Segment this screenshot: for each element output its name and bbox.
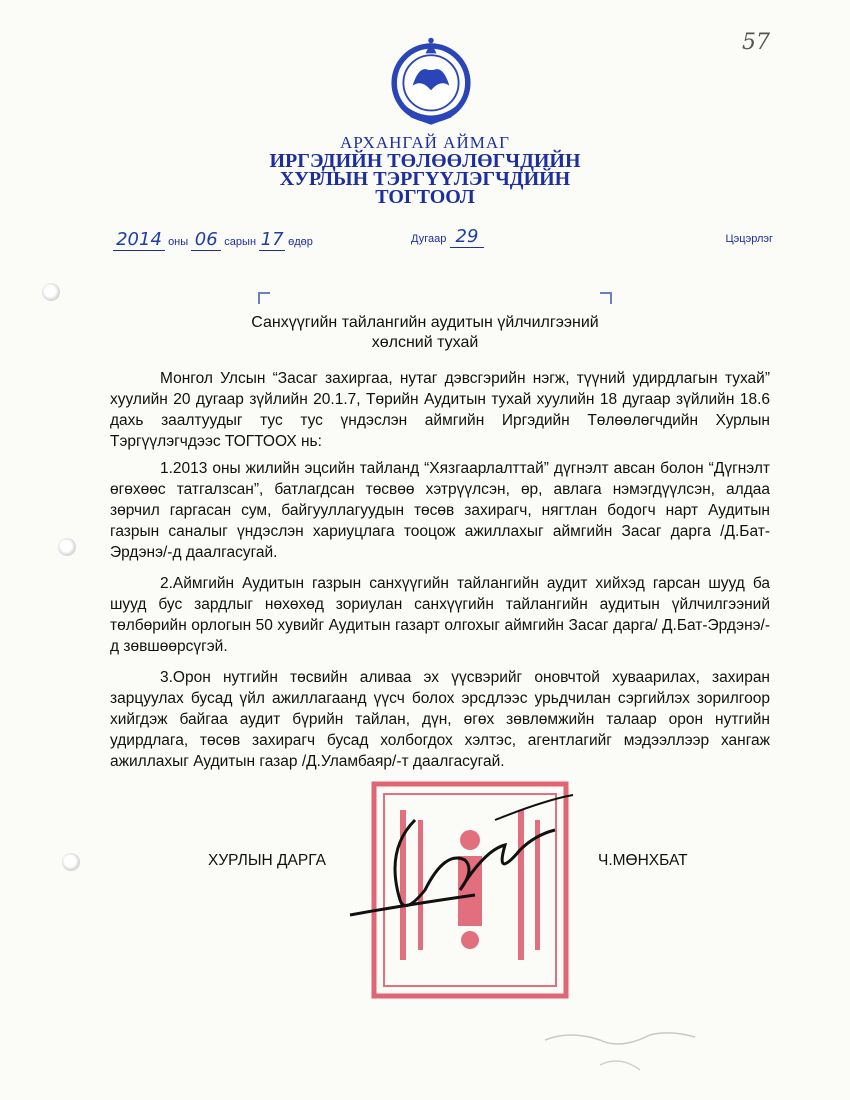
subject-line-2: хөлсний тухай — [371, 334, 479, 351]
signer-name: Ч.МӨНХБАТ — [598, 852, 688, 869]
subject-bracket-left — [258, 292, 270, 304]
header-line-3: ТОГТООЛ — [375, 186, 475, 208]
number-label: Дугаар — [411, 233, 447, 245]
date-month-label: сарын — [224, 236, 257, 248]
subject-line-1: Санхүүгийн тайлангийн аудитын үйлчилгээний — [251, 314, 599, 331]
date-month: 06 — [191, 229, 221, 251]
date-row — [113, 226, 773, 253]
punch-hole — [58, 538, 76, 556]
decision-item-1: 1.2013 оны жилийн эцсийн тайланд “Хязгаарлалттай” дүгнэлт авсан болон “Дүгнэлт өгөхөөс татгалзсан”, батлагдсан төсвөө хэтрүүлсэн, өр, авлага нэмэгдүүлсэн, алдаа зөрчил гаргасан сум, байгууллагуудын төсөв захирагч, нягтлан бодогч нарт Аудитын газрын саналыг үндэслэн хариуцлага тооцож ажиллахыг аймгийн Засаг дарга /Д.Бат-Эрдэнэ/-д даалгасугай. — [110, 460, 770, 561]
decision-item-3: 3.Орон нутгийн төсвийн аливаа эх үүсвэрийг оновчтой хуваарилах, захиран зарцуулах бусад үйл ажиллагаанд үүсч болох эрсдлээс урьдчилан сэргийлэх зорилгоор хийгдэж байгаа аудит бүрийн тайлан, дүн, өгөх зөвлөмжийн талаар орон нутгийн удирдлага, төсөв захирагч бусад холбогдох хэлтэс, агентлагийг мэдээллээр хангаж ажиллахыг Аудитын газар /Д.Уламбаяр/-т даалгасугай. — [110, 669, 770, 770]
header-province: АРХАНГАЙ АЙМАГ — [340, 133, 510, 152]
page-number: 57 — [742, 30, 770, 55]
pencil-margin-note — [540, 1025, 700, 1085]
preamble-paragraph: Монгол Улсын “Засаг захиргаа, нутаг дэвсгэрийн нэгж, түүний удирдлагын тухай” хуулийн 20 дугаар зүйлийн 20.1.7, Төрийн Аудитын тухай хуулийн 18 дугаар зүйлийн 18.6 дахь заалтуудыг тус тус үндэслэн аймгийн Иргэдийн Төлөөлөгчдийн Хурлын Тэргүүлэгчдээс ТОГТООХ нь: — [110, 370, 770, 450]
date-year-label: оны — [168, 236, 189, 248]
subject-bracket-right — [600, 292, 612, 304]
state-emblem-icon — [385, 35, 477, 127]
header-line-1: ИРГЭДИЙН ТӨЛӨӨЛӨГЧДИЙН — [269, 150, 581, 172]
punch-hole — [42, 283, 60, 301]
document-subject — [0, 313, 850, 353]
document-number: 29 — [450, 226, 484, 248]
decision-item-2: 2.Аймгийн Аудитын газрын санхүүгийн тайлангийн аудит хийхэд гарсан шууд ба шууд бус зардлыг нөхөхөд зориулан санхүүгийн тайлангийн аудитын үйлчилгээний төлбөрийн орлогын 50 хувийг Аудитын газарт олгохыг аймгийн Засаг дарга/ Д.Бат-Эрдэнэ/-д зөвшөөрсүгэй. — [110, 575, 770, 655]
place-name: Цэцэрлэг — [725, 233, 773, 245]
punch-hole — [62, 853, 80, 871]
handwritten-signature — [345, 790, 575, 930]
header-line-2: ХУРЛЫН ТЭРГҮҮЛЭГЧДИЙН — [279, 168, 571, 190]
date-day: 17 — [260, 229, 284, 250]
date-day-label: өдөр — [288, 236, 313, 248]
date-year: 2014 — [113, 229, 165, 251]
signer-title: ХУРЛЫН ДАРГА — [208, 852, 326, 869]
